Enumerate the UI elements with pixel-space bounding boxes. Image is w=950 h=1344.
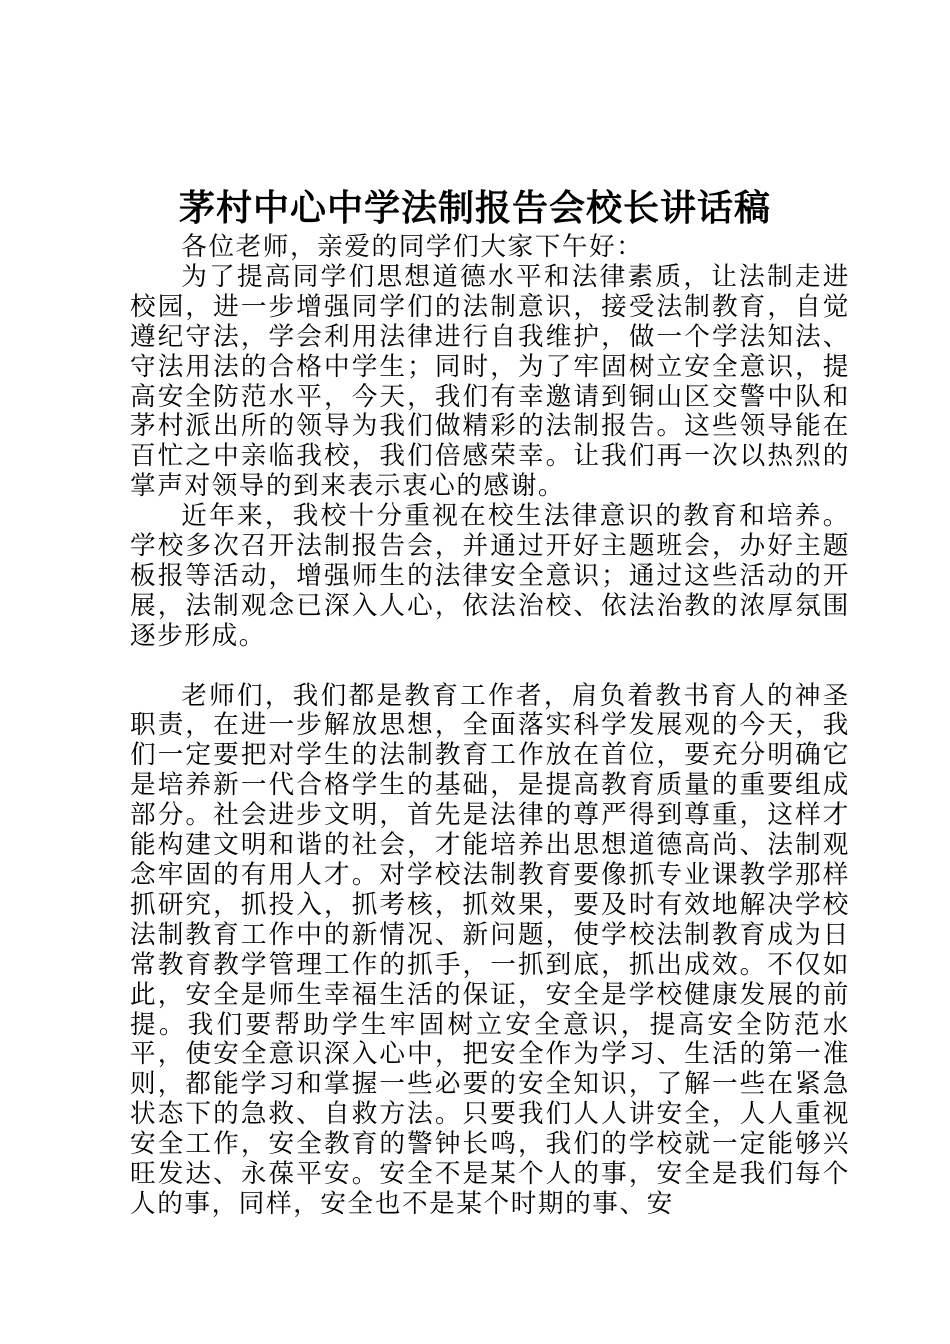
paragraph-purpose: 为了提高同学们思想道德水平和法律素质，让法制走进校园，进一步增强同学们的法制意识，接受法制教育，自觉遵纪守法，学会利用法律进行自我维护，做一个学法知法、守法用法的合格中学生；同时，为了牢固树立安全意识，提高安全防范水平，今天，我们有幸邀请到铜山区交警中队和茅村派出所的领导为我们做精彩的法制报告。这些领导能在百忙之中亲临我校，我们倍感荣幸。让我们再一次以热烈的掌声对领导的到来表示衷心的感谢。	[130, 261, 850, 502]
paragraph-teachers-safety: 老师们，我们都是教育工作者，肩负着教书育人的神圣职责，在进一步解放思想，全面落实科学发展观的今天，我们一定要把对学生的法制教育工作放在首位，要充分明确它是培养新一代合格学生的基础，是提高教育质量的重要组成部分。社会进步文明，首先是法律的尊严得到尊重，这样才能构建文明和谐的社会，才能培养出思想道德高尚、法制观念牢固的有用人才。对学校法制教育要像抓专业课教学那样抓研究，抓投入，抓考核，抓效果，要及时有效地解决学校法制教育工作中的新情况、新问题，使学校法制教育成为日常教育教学管理工作的抓手，一抓到底，抓出成效。不仅如此，安全是师生幸福生活的保证，安全是学校健康发展的前提。我们要帮助学生牢固树立安全意识，提高安全防范水平，使安全意识深入心中，把安全作为学习、生活的第一准则，都能学习和掌握一些必要的安全知识，了解一些在紧急状态下的急救、自救方法。只要我们人人讲安全，人人重视安全工作，安全教育的警钟长鸣，我们的学校就一定能够兴旺发达、永葆平安。安全不是某个人的事，安全是我们每个人的事，同样，安全也不是某个时期的事、安	[130, 680, 850, 1219]
paragraph-school-efforts: 近年来，我校十分重视在校生法律意识的教育和培养。学校多次召开法制报告会，并通过开好主题班会，办好主题板报等活动，增强师生的法律安全意识；通过这些活动的开展，法制观念已深入人心，依法治校、依法治教的浓厚氛围逐步形成。	[130, 501, 850, 651]
greeting-paragraph: 各位老师，亲爱的同学们大家下午好：	[181, 232, 644, 262]
document-title: 茅村中心中学法制报告会校长讲话稿	[178, 187, 771, 229]
document-body	[130, 233, 850, 1220]
paragraph-spacer	[130, 652, 850, 682]
